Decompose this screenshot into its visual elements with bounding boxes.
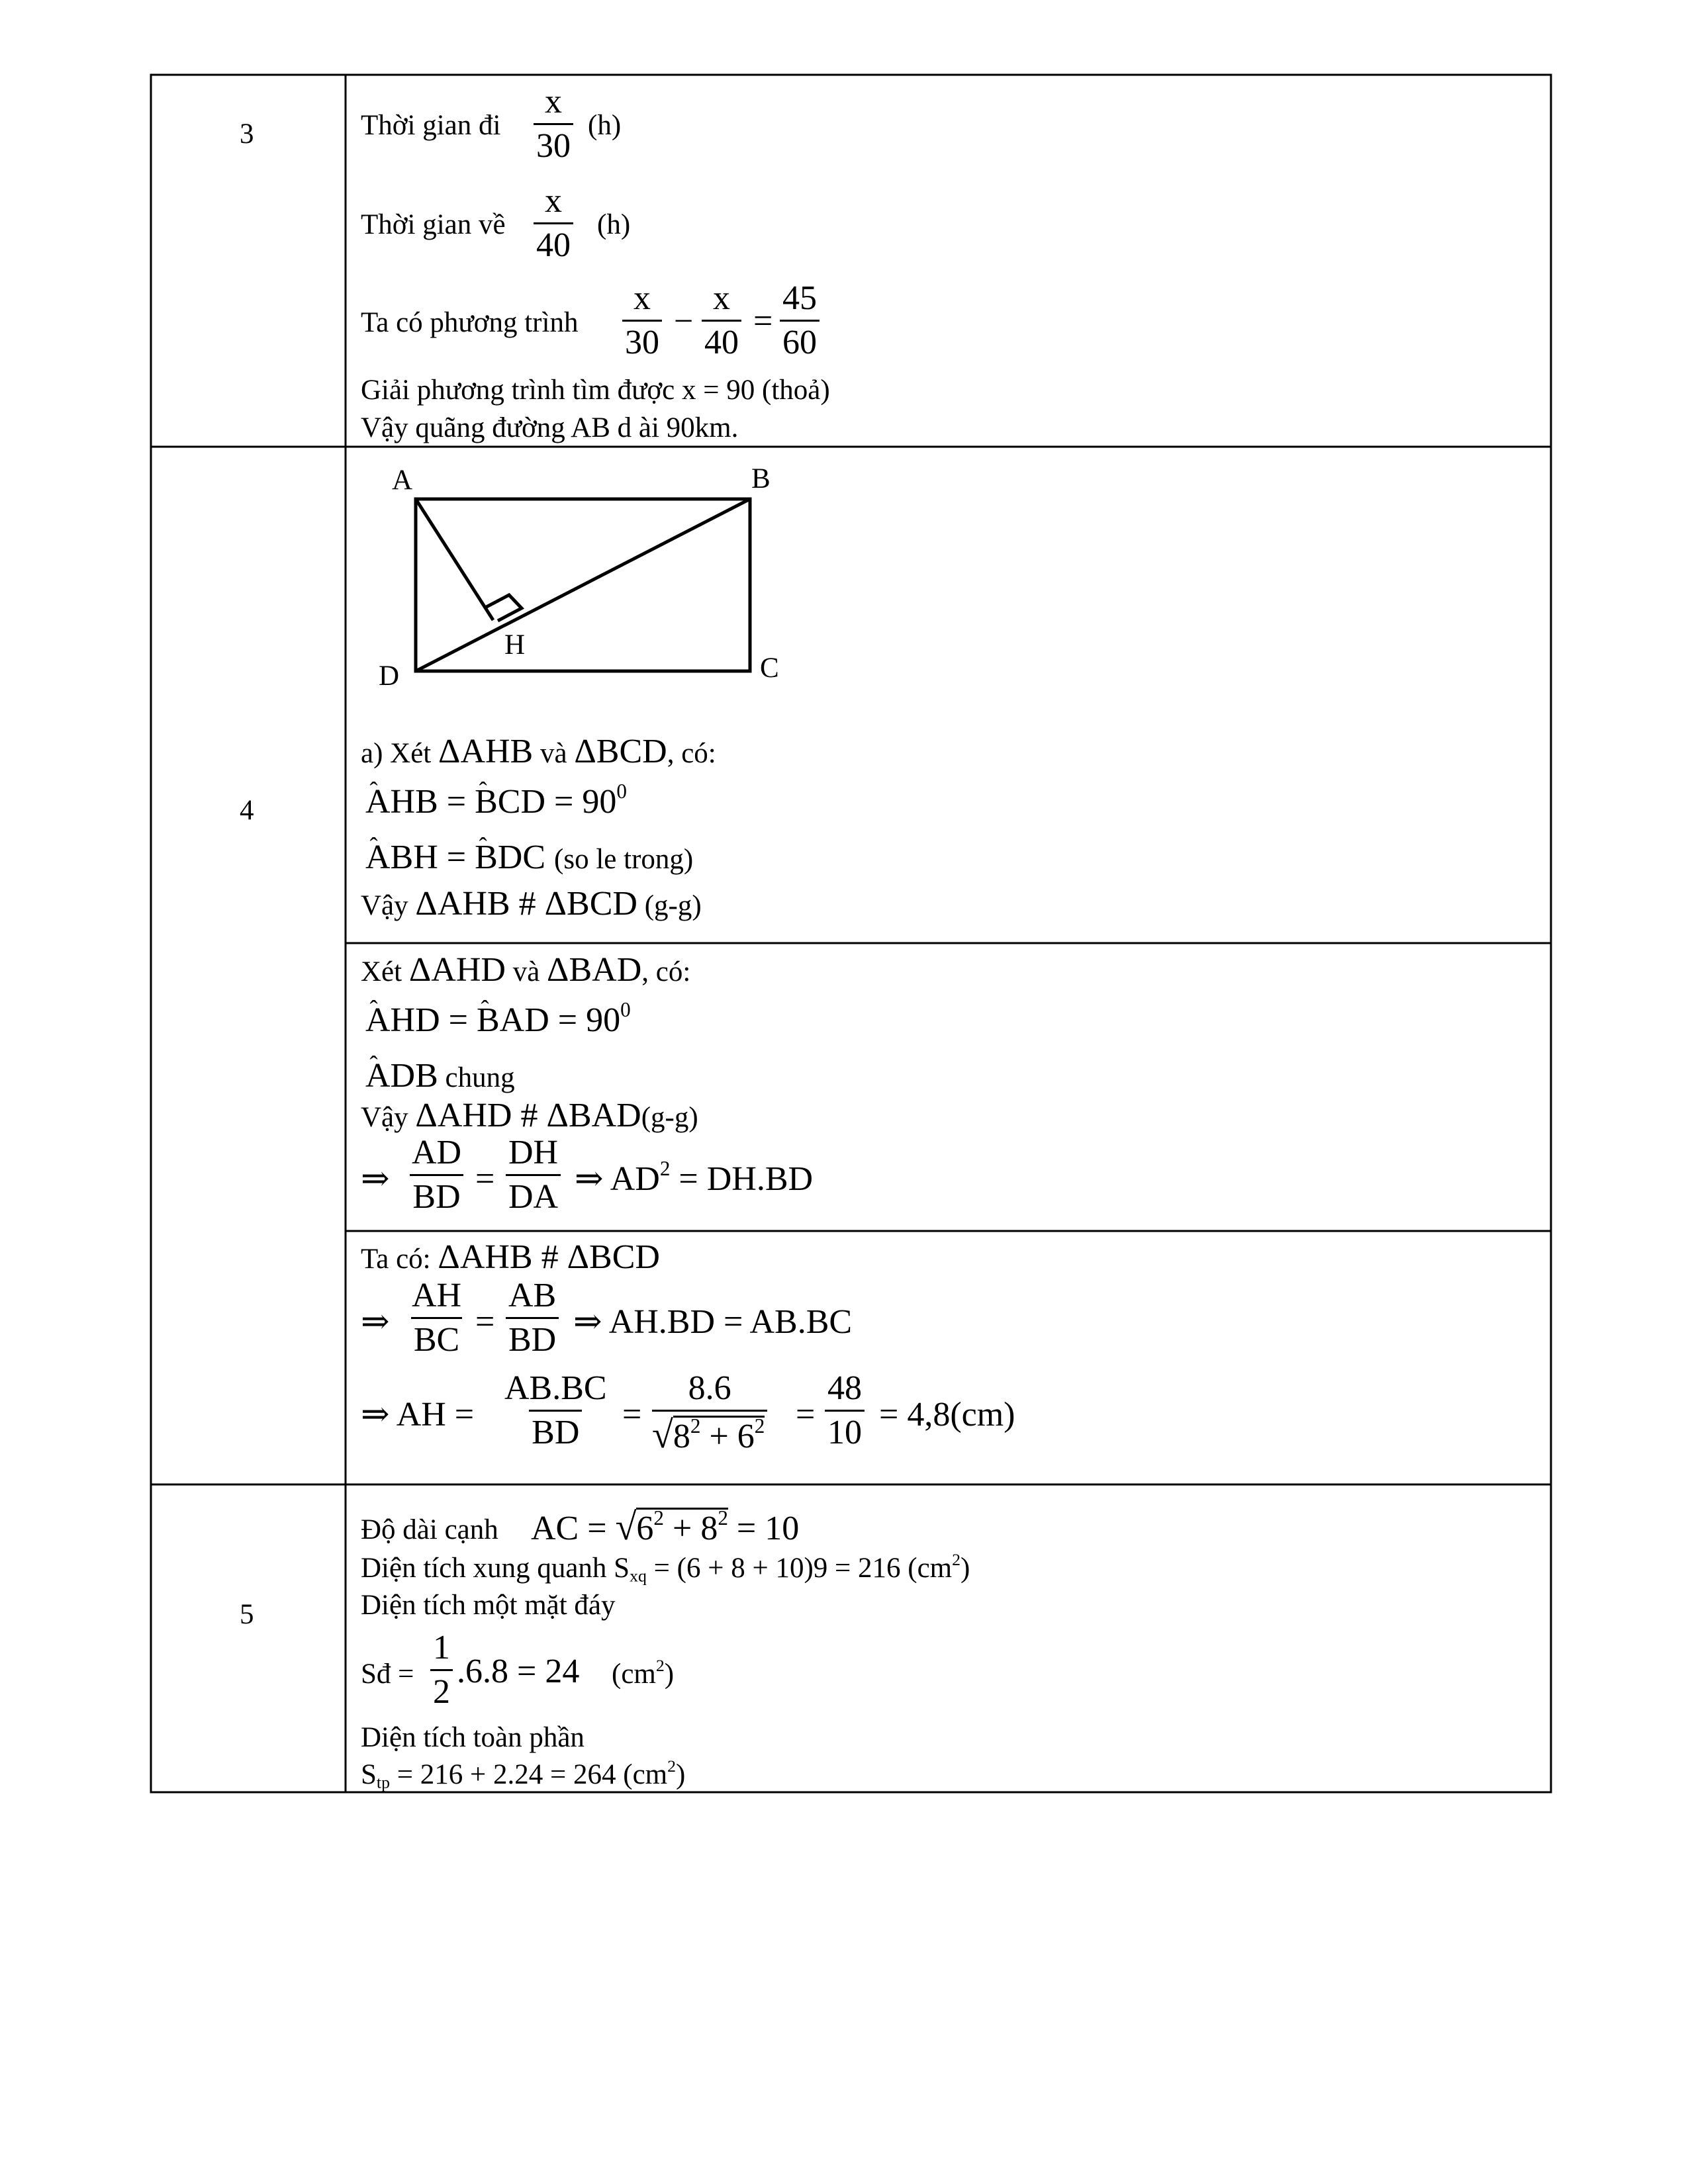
lateral-area: Diện tích xung quanh $S_{xq} = (6 + 8 + 10)9 = 216$ $(cm^2)$: [361, 1549, 970, 1586]
ah-result: = 4,8(cm): [879, 1396, 1015, 1433]
total-area-label: Diện tích toàn phần: [361, 1722, 585, 1753]
row-number-4: 4: [240, 795, 254, 826]
ratio-ah-bc: $\frac{AH}{BC}$: [412, 1277, 462, 1359]
ac-formula: AC = $√6^2 + 8^2 = 10$: [531, 1505, 800, 1548]
figure-label-h: H: [504, 629, 526, 660]
ah-formula-lhs: ⇒ AH =: [361, 1396, 475, 1433]
ratio-ab-bd: $\frac{AB}{BD}$: [506, 1279, 559, 1357]
ratio-ad-bd: $\frac{AD}{BD}$: [409, 1136, 464, 1214]
part-b-intro: Xét ΔAHD và ΔBAD, có:: [361, 951, 691, 989]
implies-arrow-2: ⇒: [361, 1303, 390, 1341]
equals-sign: =: [753, 302, 773, 340]
implies-arrow-1: ⇒: [361, 1160, 390, 1198]
angle-equality-90-b: ˆ AHD = ˆ BAD = $90^0$: [365, 1003, 631, 1038]
equation-fraction-2: $\frac{x}{40}$: [702, 281, 741, 360]
minus-sign: −: [674, 302, 694, 340]
result-ah-bd: ⇒ AH.BD = AB.BC: [573, 1303, 853, 1341]
sd-prefix: Sđ =: [361, 1659, 414, 1690]
total-area-formula: $S_{tp} = 216 + 2.24 = 264$ $(cm^2)$: [361, 1756, 686, 1792]
row-number-3: 3: [240, 118, 254, 150]
time-go-fraction: $\frac{x}{30}$: [534, 85, 573, 163]
angle-equality-90: ˆ AHB = ˆ BCD = $90^0$: [365, 785, 627, 819]
ah-fraction-2: $\frac{8.6}{√8^2 + 6^2}$: [652, 1371, 767, 1454]
base-area-label: Diện tích một mặt đáy: [361, 1590, 616, 1621]
similarity-2: Vậy ΔAHD # ΔBAD(g-g): [361, 1097, 698, 1134]
solve-text: Giải phương trình tìm được x = 90 (thoả): [361, 375, 830, 406]
ac-label: Độ dài cạnh: [361, 1514, 498, 1545]
time-back-unit: (h): [597, 209, 631, 240]
time-go-unit: (h): [588, 110, 622, 141]
alternate-angles: ˆ ABH = ˆ BDC (so le trong): [365, 841, 693, 875]
equation-fraction-1: $\frac{x}{30}$: [622, 281, 662, 360]
part-a-intro: a) Xét ΔAHB và ΔBCD, có:: [361, 733, 716, 770]
sd-unit: $(cm^2)$: [612, 1655, 675, 1690]
equals-sign: =: [475, 1303, 495, 1341]
time-go-label: Thời gian đi: [361, 110, 501, 141]
time-back-fraction: $\frac{x}{40}$: [534, 184, 573, 263]
figure-label-c: C: [760, 653, 779, 684]
ah-fraction-3: $\frac{48}{10}$: [825, 1371, 865, 1450]
time-back-label: Thời gian về: [361, 209, 506, 240]
sd-rest: .6.8 = 24: [457, 1653, 580, 1690]
figure-label-d: D: [379, 660, 400, 692]
equation-fraction-3: $\frac{45}{60}$: [780, 281, 820, 360]
conclusion-text: Vậy quãng đường AB d ài 90km.: [361, 412, 739, 443]
ah-fraction-1: $\frac{AB.BC}{BD}$: [504, 1369, 607, 1451]
part-c-intro: Ta có: ΔAHB # ΔBCD: [361, 1238, 660, 1276]
equals-sign: =: [475, 1160, 495, 1198]
half-fraction: $\frac{1}{2}$: [430, 1631, 453, 1709]
equation-label: Ta có phương trình: [361, 307, 579, 338]
common-angle: ˆ ADB chung: [365, 1059, 515, 1093]
equals-sign: =: [796, 1396, 816, 1433]
equals-sign: =: [622, 1396, 642, 1433]
figure-label-b: B: [751, 463, 771, 494]
similarity-1: Vậy ΔAHB # ΔBCD (g-g): [361, 885, 702, 923]
ratio-dh-da: $\frac{DH}{DA}$: [506, 1136, 561, 1214]
figure-label-a: A: [392, 465, 413, 496]
result-ad-squared: ⇒ $AD^2 = DH.BD$: [575, 1157, 814, 1198]
row-number-5: 5: [240, 1599, 254, 1630]
